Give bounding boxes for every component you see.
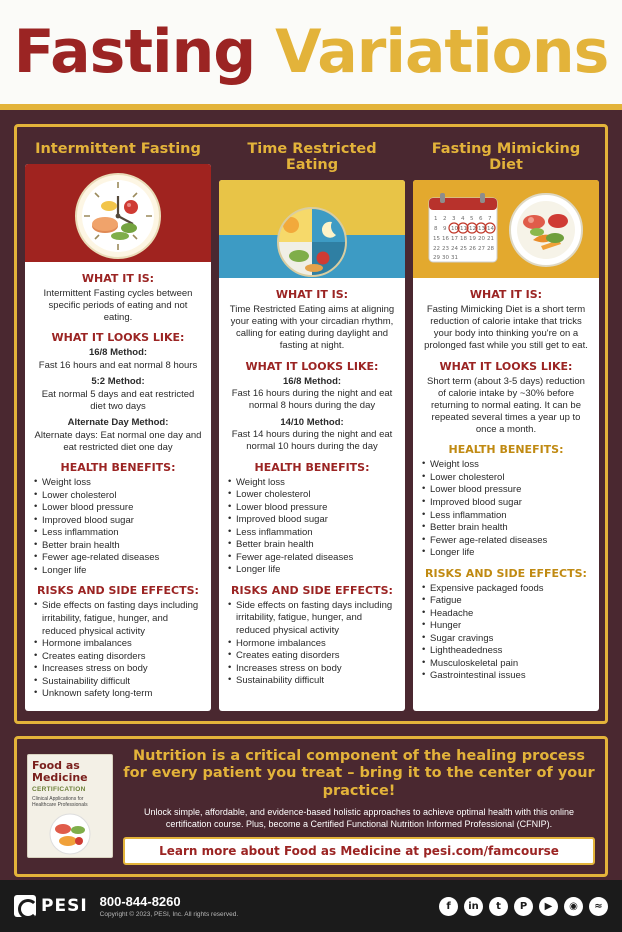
pesi-mark-icon [14, 895, 36, 917]
svg-text:5: 5 [470, 216, 474, 222]
promo-paragraph: Unlock simple, affordable, and evidence-based holistic approaches to achieve optimal health with this online certification course. Plus, become a Certified Functional Nutrition Informed Professional (CFNIP). [143, 806, 575, 830]
what-it-is-text: Fasting Mimicking Diet is a short term reduction of calorie intake that tricks your body into thinking you're on a prolonged fast while you still get to eat. [424, 304, 588, 352]
poster-header [0, 0, 622, 110]
svg-text:8: 8 [434, 226, 438, 232]
what-it-is-label: WHAT IT IS: [469, 288, 543, 301]
list-item: • Lower blood pressure [422, 484, 590, 497]
book-title: Food as Medicine [32, 759, 88, 784]
list-item: • Longer life [34, 565, 202, 578]
method-detail: Alternate days: Eat normal one day and eat restricted diet one day [34, 429, 202, 453]
health-benefits-label: HEALTH BENEFITS: [60, 461, 176, 475]
svg-text:22: 22 [433, 246, 440, 252]
method-item [228, 417, 396, 454]
instagram-icon[interactable]: ◉ [564, 897, 583, 916]
list-item: • Creates eating disorders [34, 651, 202, 664]
method-name: Alternate Day Method: [67, 417, 169, 429]
list-item: • Increases stress on body [228, 663, 396, 676]
method-item [34, 417, 202, 454]
svg-text:13: 13 [478, 226, 485, 232]
list-item: • Side effects on fasting days including irritability, fatigue, hunger, and reduced physical activity [228, 600, 396, 638]
svg-text:17: 17 [451, 236, 458, 242]
risks-list [228, 600, 396, 688]
svg-text:26: 26 [469, 246, 476, 252]
cards-row [25, 137, 597, 711]
svg-text:2: 2 [443, 216, 447, 222]
promo-headline: Nutrition is a critical component of the healing process for every patient you treat – bring it to the center of your practice! [123, 747, 595, 799]
method-name: 16/8 Method: [282, 375, 342, 387]
promo-banner [14, 736, 608, 877]
card-title: Intermittent Fasting [35, 141, 201, 157]
benefits-list [228, 477, 396, 577]
youtube-icon[interactable]: ▶ [539, 897, 558, 916]
svg-text:28: 28 [487, 246, 494, 252]
list-item: • Better brain health [34, 540, 202, 553]
list-item: • Creates eating disorders [228, 650, 396, 663]
svg-text:1: 1 [434, 216, 438, 222]
book-subtitle: CERTIFICATION [32, 785, 86, 793]
list-item: • Improved blood sugar [228, 514, 396, 527]
list-item: • Sustainability difficult [34, 676, 202, 689]
method-name: 14/10 Method: [280, 416, 344, 428]
svg-text:11: 11 [460, 226, 467, 232]
pinterest-icon[interactable]: P [514, 897, 533, 916]
card-time-restricted-eating [219, 137, 405, 711]
svg-text:10: 10 [451, 226, 458, 232]
svg-text:18: 18 [460, 236, 467, 242]
list-item: • Expensive packaged foods [422, 583, 590, 596]
method-item [228, 376, 396, 413]
what-it-is-label: WHAT IT IS: [275, 288, 349, 301]
list-item: • Lower cholesterol [34, 490, 202, 503]
list-item: • Fewer age-related diseases [422, 535, 590, 548]
list-item: • Fatigue [422, 595, 590, 608]
list-item: • Lower cholesterol [422, 472, 590, 485]
risks-label: RISKS AND SIDE EFFECTS: [37, 584, 199, 598]
list-item: • Headache [422, 608, 590, 621]
list-item: • Longer life [228, 564, 396, 577]
list-item: • Improved blood sugar [422, 497, 590, 510]
card-fasting-mimicking-diet [413, 137, 599, 711]
facebook-icon[interactable]: f [439, 897, 458, 916]
list-item: • Side effects on fasting days including irritability, fatigue, hunger, and reduced physical activity [34, 600, 202, 638]
svg-text:12: 12 [469, 226, 476, 232]
what-it-is-label: WHAT IT IS: [81, 272, 155, 285]
method-name: 16/8 Method: [88, 347, 148, 359]
svg-text:23: 23 [442, 246, 449, 252]
list-item: • Hormone imbalances [228, 638, 396, 651]
risks-label: RISKS AND SIDE EFFECTS: [231, 583, 393, 597]
list-item: • Hormone imbalances [34, 638, 202, 651]
list-item: • Increases stress on body [34, 663, 202, 676]
svg-text:19: 19 [469, 236, 476, 242]
list-item: • Less inflammation [228, 527, 396, 540]
svg-text:30: 30 [442, 255, 449, 261]
list-item: • Better brain health [228, 539, 396, 552]
list-item: • Better brain health [422, 522, 590, 535]
book-cover [27, 754, 113, 858]
svg-text:16: 16 [442, 236, 449, 242]
title-word-2: Variations [275, 17, 609, 87]
benefits-list [422, 459, 590, 559]
twitter-icon[interactable]: t [489, 897, 508, 916]
clock-with-food-icon [25, 164, 211, 262]
risks-list [422, 583, 590, 683]
list-item: • Weight loss [422, 459, 590, 472]
what-it-is-text: Intermittent Fasting cycles between specific periods of eating and not eating. [43, 288, 193, 324]
main-body [0, 110, 622, 724]
cards-panel [14, 124, 608, 724]
list-item: • Gastrointestinal issues [422, 670, 590, 683]
list-item: • Lower blood pressure [34, 502, 202, 515]
brand-name: PESI [41, 896, 88, 916]
social-links [439, 897, 608, 916]
looks-like-text: Short term (about 3-5 days) reduction of calorie intake by ~30% before returning to normal eating. It can be repeated several times a year up to once a month. [427, 375, 585, 436]
phone-number[interactable]: 800-844-8260 [99, 894, 181, 909]
list-item: • Lower cholesterol [228, 489, 396, 502]
card-title: Fasting Mimicking Diet [431, 141, 581, 173]
svg-text:21: 21 [487, 236, 494, 242]
benefits-list [34, 477, 202, 577]
svg-text:9: 9 [443, 226, 447, 232]
pesi-logo [14, 895, 88, 917]
method-detail: Fast 14 hours during the night and eat normal 10 hours during the day [231, 429, 393, 453]
list-item: • Musculoskeletal pain [422, 658, 590, 671]
list-item: • Longer life [422, 547, 590, 560]
list-item: • Lower blood pressure [228, 502, 396, 515]
what-it-is-text: Time Restricted Eating aims at aligning your eating with your circadian rhythm, calling for eating during daylight and fasting at night. [229, 304, 395, 352]
list-item: • Sustainability difficult [228, 675, 396, 688]
list-item: • Less inflammation [422, 510, 590, 523]
list-item: • Fewer age-related diseases [34, 552, 202, 565]
svg-text:4: 4 [461, 216, 465, 222]
svg-text:25: 25 [460, 246, 467, 252]
what-it-looks-like-label: WHAT IT LOOKS LIKE: [245, 359, 379, 373]
svg-text:31: 31 [451, 255, 458, 261]
svg-text:29: 29 [433, 255, 440, 261]
calendar-and-vegetable-plate-icon [413, 180, 599, 278]
linkedin-icon[interactable]: in [464, 897, 483, 916]
list-item: • Weight loss [228, 477, 396, 490]
list-item: • Hunger [422, 620, 590, 633]
card-title: Time Restricted Eating [247, 141, 377, 173]
list-item: • Lightheadedness [422, 645, 590, 658]
food-plate-icon [41, 812, 99, 856]
method-item [34, 347, 202, 372]
method-detail: Eat normal 5 days and eat restricted diet two days [41, 388, 195, 412]
learn-more-button[interactable]: Learn more about Food as Medicine at pesi.com/famcourse [123, 837, 595, 865]
list-item: • Sugar cravings [422, 633, 590, 646]
svg-text:15: 15 [433, 236, 440, 242]
method-name: 5:2 Method: [91, 376, 145, 388]
method-item [34, 376, 202, 413]
svg-text:3: 3 [452, 216, 456, 222]
book-detail: Clinical Applications for Healthcare Professionals [32, 795, 88, 808]
rss-icon[interactable]: ≈ [589, 897, 608, 916]
svg-text:24: 24 [451, 246, 458, 252]
copyright-text: Copyright © 2023, PESI, Inc. All rights reserved. [99, 911, 239, 918]
list-item: • Fewer age-related diseases [228, 552, 396, 565]
what-it-looks-like-label: WHAT IT LOOKS LIKE: [51, 331, 185, 345]
health-benefits-label: HEALTH BENEFITS: [448, 443, 564, 457]
card-intermittent-fasting [25, 137, 211, 711]
risks-list [34, 600, 202, 700]
health-benefits-label: HEALTH BENEFITS: [254, 460, 370, 474]
sun-moon-plate-icon [219, 180, 405, 278]
list-item: • Improved blood sugar [34, 515, 202, 528]
list-item: • Less inflammation [34, 527, 202, 540]
method-detail: Fast 16 hours and eat normal 8 hours [38, 359, 198, 371]
svg-text:20: 20 [478, 236, 485, 242]
svg-text:14: 14 [487, 226, 494, 232]
footer [0, 880, 622, 932]
svg-text:6: 6 [479, 216, 483, 222]
risks-label: RISKS AND SIDE EFFECTS: [425, 566, 587, 580]
svg-text:27: 27 [478, 246, 485, 252]
list-item: • Unknown safety long-term [34, 688, 202, 701]
method-detail: Fast 16 hours during the night and eat normal 8 hours during the day [231, 387, 393, 412]
page-title [13, 17, 609, 87]
svg-text:7: 7 [488, 216, 492, 222]
title-word-1: Fasting [13, 17, 256, 87]
what-it-looks-like-label: WHAT IT LOOKS LIKE: [439, 359, 573, 373]
list-item: • Weight loss [34, 477, 202, 490]
